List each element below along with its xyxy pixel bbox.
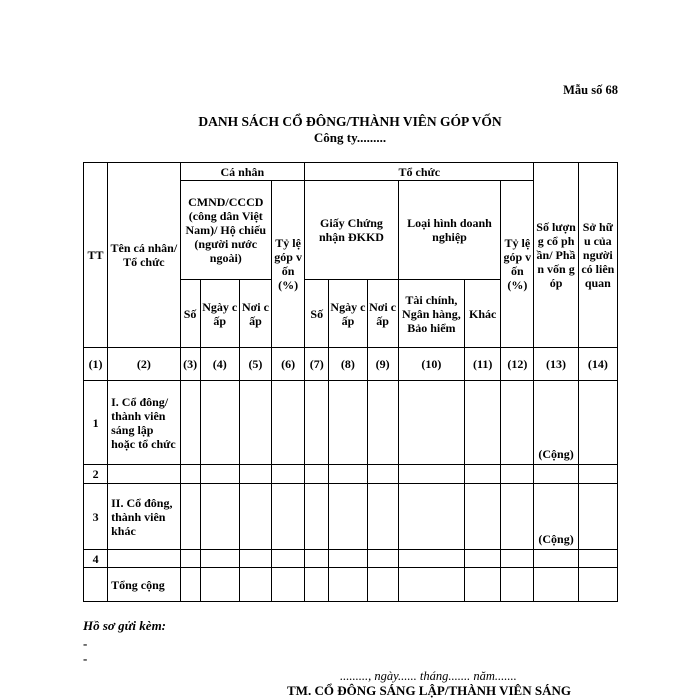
company-line: Công ty......... — [313, 130, 387, 145]
header-cert-number: Số — [305, 280, 329, 348]
column-number: (9) — [367, 348, 398, 381]
signature-title: TM. CỔ ĐÔNG SÁNG LẬP/THÀNH VIÊN SÁNG — [287, 683, 571, 698]
column-number: (7) — [305, 348, 329, 381]
header-name: Tên cá nhân/ Tổ chức — [108, 163, 180, 348]
column-number: (3) — [180, 348, 200, 381]
attachment-bullet: - — [83, 651, 88, 666]
row-name — [108, 550, 180, 568]
attachment-bullet: - — [83, 636, 88, 651]
table-row — [84, 550, 618, 568]
row-shares: (Cộng) — [534, 484, 578, 550]
row-shares: (Cộng) — [534, 381, 578, 465]
header-business-cert: Giấy Chứng nhận ĐKKD — [305, 181, 399, 280]
column-number: (8) — [329, 348, 367, 381]
header-shares: Số lượng cổ phần/ Phần vốn góp — [534, 163, 578, 348]
total-row — [84, 568, 618, 602]
column-number: (14) — [578, 348, 617, 381]
row-name: I. Cổ đông/ thành viên sáng lập hoặc tổ chức — [108, 381, 180, 465]
header-individual: Cá nhân — [180, 163, 305, 181]
header-other-type: Khác — [465, 280, 501, 348]
table-row — [84, 381, 618, 465]
row-name: II. Cổ đông, thành viên khác — [108, 484, 180, 550]
total-label: Tổng cộng — [108, 568, 180, 602]
attachments-label: Hồ sơ gửi kèm: — [83, 618, 167, 633]
column-number: (5) — [239, 348, 271, 381]
column-number: (6) — [272, 348, 305, 381]
header-cert-issue-date: Ngày cấp — [329, 280, 367, 348]
header-ratio-organization: Tỷ lệ góp vốn (%) — [501, 181, 534, 348]
header-id-issue-place: Nơi cấp — [239, 280, 271, 348]
header-tt: TT — [84, 163, 108, 348]
shareholder-table — [83, 162, 618, 602]
column-number-row — [84, 348, 618, 381]
header-organization: Tổ chức — [305, 163, 534, 181]
column-number: (2) — [108, 348, 180, 381]
header-cert-issue-place: Nơi cấp — [367, 280, 398, 348]
header-id-issue-date: Ngày cấp — [200, 280, 239, 348]
column-number: (13) — [534, 348, 578, 381]
column-number: (10) — [398, 348, 464, 381]
column-number: (1) — [84, 348, 108, 381]
row-tt: 3 — [84, 484, 108, 550]
header-business-type: Loại hình doanh nghiệp — [398, 181, 501, 280]
document-title: DANH SÁCH CỔ ĐÔNG/THÀNH VIÊN GÓP VỐN — [198, 114, 502, 129]
row-tt: 1 — [84, 381, 108, 465]
header-id-document: CMND/CCCD (công dân Việt Nam)/ Hộ chiếu (người nước ngoài) — [180, 181, 272, 280]
column-number: (12) — [501, 348, 534, 381]
row-name — [108, 465, 180, 484]
row-tt: 2 — [84, 465, 108, 484]
column-number: (11) — [465, 348, 501, 381]
header-ratio-individual: Tỷ lệ góp vốn (%) — [272, 181, 305, 348]
table-row — [84, 484, 618, 550]
table-row — [84, 465, 618, 484]
row-shares — [534, 568, 578, 602]
row-shares — [534, 465, 578, 484]
column-number: (4) — [200, 348, 239, 381]
row-tt: 4 — [84, 550, 108, 568]
header-finance-banking: Tài chính, Ngân hàng, Bảo hiểm — [398, 280, 464, 348]
row-shares — [534, 550, 578, 568]
header-id-number: Số — [180, 280, 200, 348]
row-tt — [84, 568, 108, 602]
form-number: Mẫu số 68 — [563, 83, 618, 97]
header-related-owner: Sở hữu của người có liên quan — [578, 163, 617, 348]
date-line: ........., ngày...... tháng....... năm....... — [340, 669, 517, 683]
